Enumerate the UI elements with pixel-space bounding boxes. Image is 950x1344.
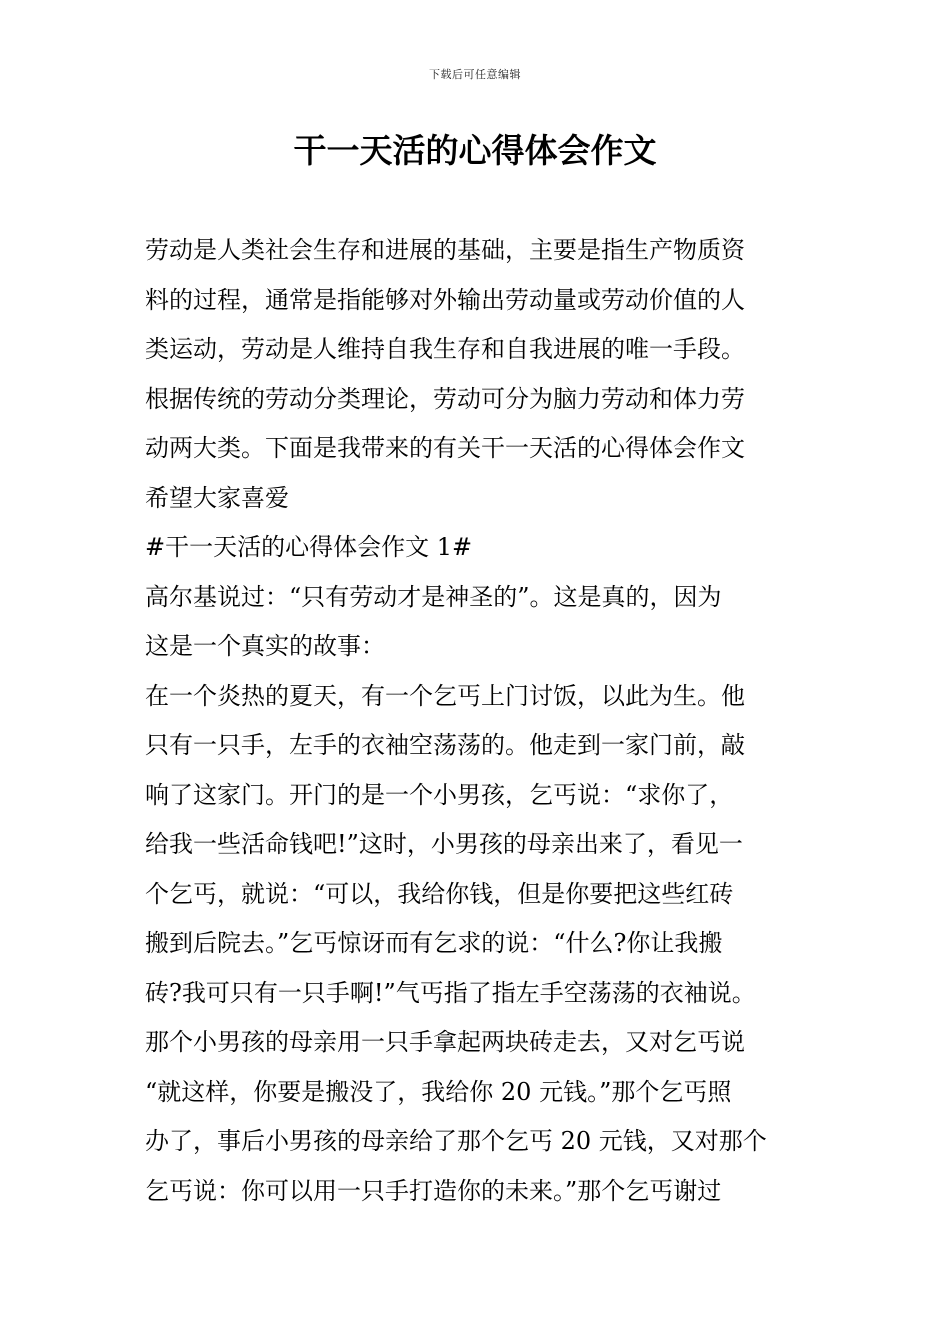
text-line: 办了，事后小男孩的母亲给了那个乞丐 20 元钱，又对那个 — [145, 1127, 767, 1155]
text-line: 料的过程，通常是指能够对外输出劳动量或劳动价值的人 — [145, 285, 745, 314]
paragraph — [145, 672, 835, 1217]
text-line: 劳动是人类社会生存和进展的基础，主要是指生产物质资 — [145, 236, 745, 264]
text-line: 只有一只手，左手的衣袖空荡荡的。他走到一家门前，敲 — [145, 731, 745, 759]
text-line: #干一天活的心得体会作文 1# — [145, 533, 473, 561]
text-line: 类运动，劳动是人维持自我生存和自我进展的唯一手段。 — [145, 335, 745, 363]
text-line: 希望大家喜爱 — [145, 483, 289, 512]
text-line: 动两大类。下面是我带来的有关干一天活的心得体会作文 — [145, 434, 745, 462]
paragraph — [145, 226, 835, 523]
text-line: 那个小男孩的母亲用一只手拿起两块砖走去，又对乞丐说 — [145, 1028, 745, 1056]
text-line: 根据传统的劳动分类理论，劳动可分为脑力劳动和体力劳 — [145, 384, 745, 413]
paragraph — [145, 523, 835, 573]
text-line: 搬到后院去。”乞丐惊讶而有乞求的说：“什么?你让我搬 — [145, 929, 723, 957]
text-line: 乞丐说：你可以用一只手打造你的未来。”那个乞丐谢过 — [145, 1176, 722, 1205]
document-body — [145, 226, 835, 1216]
text-line: 给我一些活命钱吧!”这时，小男孩的母亲出来了，看见一 — [145, 830, 743, 858]
text-line: “就这样，你要是搬没了，我给你 20 元钱。”那个乞丐照 — [145, 1077, 732, 1106]
header-note: 下载后可任意编辑 — [429, 68, 521, 81]
text-line: 这是一个真实的故事： — [145, 632, 385, 660]
document-title: 干一天活的心得体会作文 — [293, 131, 657, 170]
paragraph — [145, 573, 835, 672]
text-line: 高尔基说过：“只有劳动才是神圣的”。这是真的，因为 — [145, 582, 722, 611]
text-line: 个乞丐，就说：“可以，我给你钱，但是你要把这些红砖 — [145, 879, 734, 908]
text-line: 响了这家门。开门的是一个小男孩，乞丐说：“求你了， — [145, 780, 734, 809]
text-line: 在一个炎热的夏天，有一个乞丐上门讨饭，以此为生。他 — [145, 681, 745, 710]
text-line: 砖?我可只有一只手啊!”气丐指了指左手空荡荡的衣袖说。 — [145, 978, 756, 1007]
